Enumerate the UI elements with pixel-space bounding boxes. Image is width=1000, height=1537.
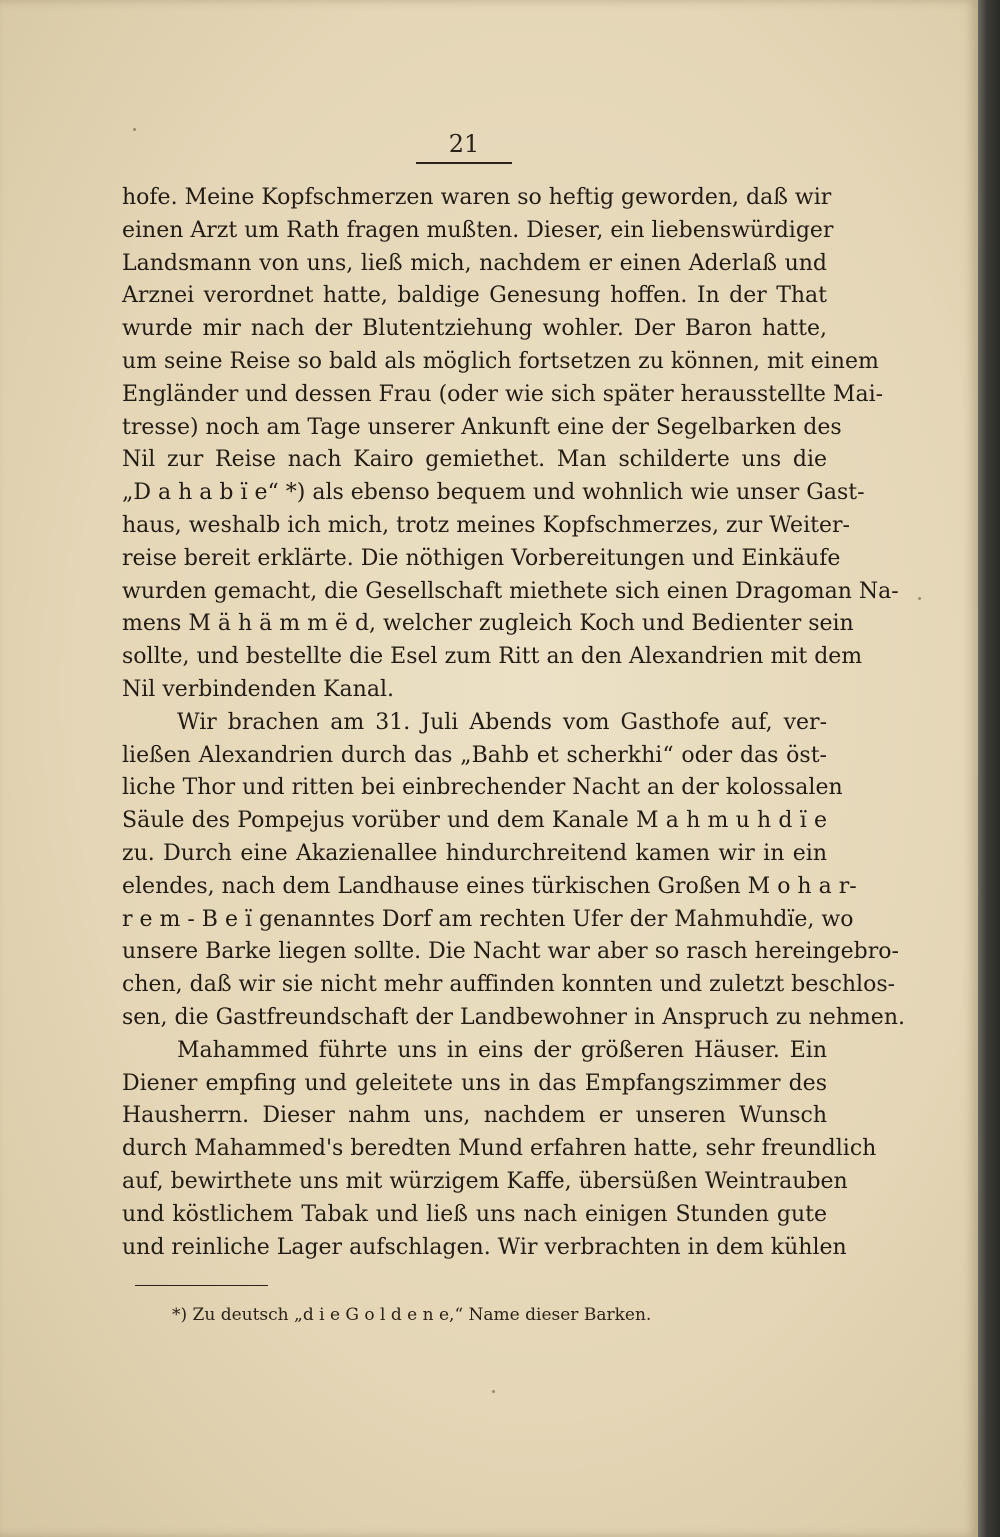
text-line: r e m - B e ï genanntes Dorf am rechten Ufer der Mahmuhdïe, wo (122, 906, 854, 932)
text-line: Nil zur Reise nach Kairo gemiethet. Man schilderte uns die (122, 447, 827, 473)
paper-speck (133, 128, 136, 131)
text-line: Diener empfing und geleitete uns in das Empfangszimmer des (122, 1070, 827, 1096)
text-line: Hausherrn. Dieser nahm uns, nachdem er unseren Wunsch (122, 1103, 827, 1129)
text-line: haus, weshalb ich mich, trotz meines Kopfschmerzes, zur Weiter- (122, 512, 850, 538)
text-line: Landsmann von uns, ließ mich, nachdem er einen Aderlaß und (122, 250, 827, 276)
text-line: Mahammed führte uns in eins der größeren Häuser. Ein (177, 1037, 827, 1063)
text-line: durch Mahammed's beredten Mund erfahren hatte, sehr freundlich (122, 1136, 877, 1162)
text-line: Arznei verordnet hatte, baldige Genesung hoffen. In der That (122, 283, 827, 309)
footnote-rule (135, 1285, 268, 1286)
text-line: reise bereit erklärte. Die nöthigen Vorbereitungen und Einkäufe (122, 545, 841, 571)
text-line: und reinliche Lager aufschlagen. Wir verbrachten in dem kühlen (122, 1234, 847, 1260)
text-line: mens M ä h ä m m ë d, welcher zugleich Koch und Bedienter sein (122, 611, 854, 637)
text-line: Nil verbindenden Kanal. (122, 676, 394, 702)
text-line: Wir brachen am 31. Juli Abends vom Gasthofe auf, ver- (177, 709, 827, 735)
text-line: hofe. Meine Kopfschmerzen waren so heftig geworden, daß wir (122, 185, 832, 210)
paper-speck (492, 1390, 495, 1393)
text-line: sen, die Gastfreundschaft der Landbewohner in Anspruch zu nehmen. (122, 1004, 905, 1030)
text-line: um seine Reise so bald als möglich fortsetzen zu können, mit einem (122, 348, 879, 374)
paper-speck (918, 597, 921, 600)
text-line: zu. Durch eine Akazienallee hindurchreitend kamen wir in ein (122, 840, 827, 866)
text-line: Säule des Pompejus vorüber und dem Kanale M a h m u h d ï e (122, 808, 827, 834)
text-line: tresse) noch am Tage unserer Ankunft eine der Segelbarken des (122, 414, 842, 440)
text-line: wurden gemacht, die Gesellschaft miethete sich einen Dragoman Na- (122, 578, 899, 604)
text-line: auf, bewirthete uns mit würzigem Kaffe, übersüßen Weintrauben (122, 1168, 848, 1194)
footnote: *) Zu deutsch „d i e G o l d e n e,“ Name dieser Barken. (172, 1305, 652, 1325)
text-line: unsere Barke liegen sollte. Die Nacht war aber so rasch hereingebro- (122, 939, 899, 965)
text-line: Engländer und dessen Frau (oder wie sich später herausstellte Mai- (122, 381, 884, 407)
page-number: 21 (416, 130, 512, 164)
text-line: einen Arzt um Rath fragen mußten. Dieser, ein liebenswürdiger (122, 217, 834, 243)
body-text (122, 182, 905, 1264)
text-line: und köstlichem Tabak und ließ uns nach einigen Stunden gute (122, 1201, 827, 1227)
text-line: chen, daß wir sie nicht mehr auffinden konnten und zuletzt beschlos- (122, 972, 896, 998)
book-binding-edge (978, 0, 1000, 1537)
text-line: liche Thor und ritten bei einbrechender Nacht an der kolossalen (122, 775, 843, 801)
text-line: sollte, und bestellte die Esel zum Ritt an den Alexandrien mit dem (122, 644, 863, 670)
text-line: wurde mir nach der Blutentziehung wohler. Der Baron hatte, (122, 316, 827, 342)
text-line: elendes, nach dem Landhause eines türkischen Großen M o h a r- (122, 873, 857, 899)
text-line: ließen Alexandrien durch das „Bahb et scherkhi“ oder das öst- (122, 742, 827, 768)
text-line: „D a h a b ï e“ *) als ebenso bequem und wohnlich wie unser Gast- (122, 480, 865, 506)
